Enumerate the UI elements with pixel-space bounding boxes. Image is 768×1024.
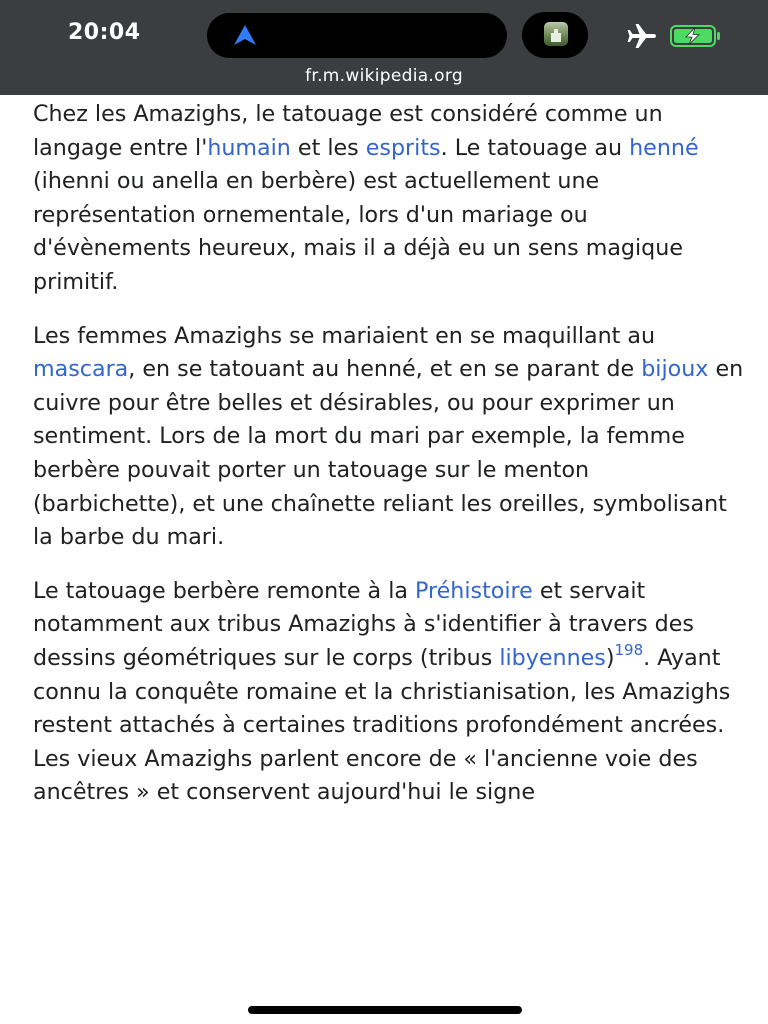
article-text: et servait notamment aux tribus Amazighs à s'identifier à travers des dessins géométriques sur le corps (tribus [33, 577, 694, 671]
url-bar[interactable]: fr.m.wikipedia.org [305, 66, 463, 86]
article-text: Chez les Amazighs, le tatouage est considéré comme un langage entre l' [33, 101, 663, 161]
article-text: ) [605, 644, 615, 671]
article-paragraph [33, 98, 748, 300]
article-link[interactable]: mascara [33, 356, 129, 383]
article-link[interactable]: humain [207, 134, 291, 161]
article-content [33, 98, 748, 830]
home-indicator[interactable] [248, 1006, 522, 1014]
now-playing-island[interactable] [522, 12, 588, 58]
article-text: Les femmes Amazighs se mariaient en se maquillant au [33, 322, 656, 349]
article-text: . Ayant connu la conquête romaine et la christianisation, les Amazighs restent attachés à certaines traditions profondément ancrées. Les vieux Amazighs parlent encore de « l'ancienne voie des ancêtres » et conservent aujourd'hui le signe [33, 644, 731, 806]
battery-charging-icon [670, 25, 722, 47]
article-paragraph [33, 320, 748, 555]
article-link[interactable]: henné [629, 134, 699, 161]
article-link[interactable]: libyennes [499, 644, 606, 671]
airplane-mode-icon [626, 22, 658, 50]
citation-reference[interactable]: 198 [614, 640, 644, 659]
status-bar [0, 0, 768, 95]
article-text: , en se tatouant au henné, et en se parant de [128, 356, 642, 383]
article-paragraph [33, 575, 748, 810]
article-link[interactable]: esprits [365, 134, 441, 161]
status-time: 20:04 [68, 20, 141, 45]
dynamic-island[interactable] [207, 13, 507, 58]
article-text: en cuivre pour être belles et désirables, ou pour exprimer un sentiment. Lors de la mort du mari par exemple, la femme berbère pouvait porter un tatouage sur le menton (barbichette), et une chaînette reliant les oreilles, symbolisant la barbe du mari. [33, 356, 744, 551]
now-playing-album-icon [544, 22, 568, 46]
article-text: (ihenni ou anella en berbère) est actuellement une représentation ornementale, lors d'un mariage ou d'évènements heureux, mais il a déjà eu un sens magique primitif. [33, 168, 683, 295]
article-text: . Le tatouage au [440, 134, 630, 161]
article-link[interactable]: Préhistoire [415, 577, 533, 604]
article-link[interactable]: bijoux [641, 356, 709, 383]
location-arrow-icon [233, 24, 257, 46]
article-text: Le tatouage berbère remonte à la [33, 577, 416, 604]
article-text: et les [290, 134, 366, 161]
